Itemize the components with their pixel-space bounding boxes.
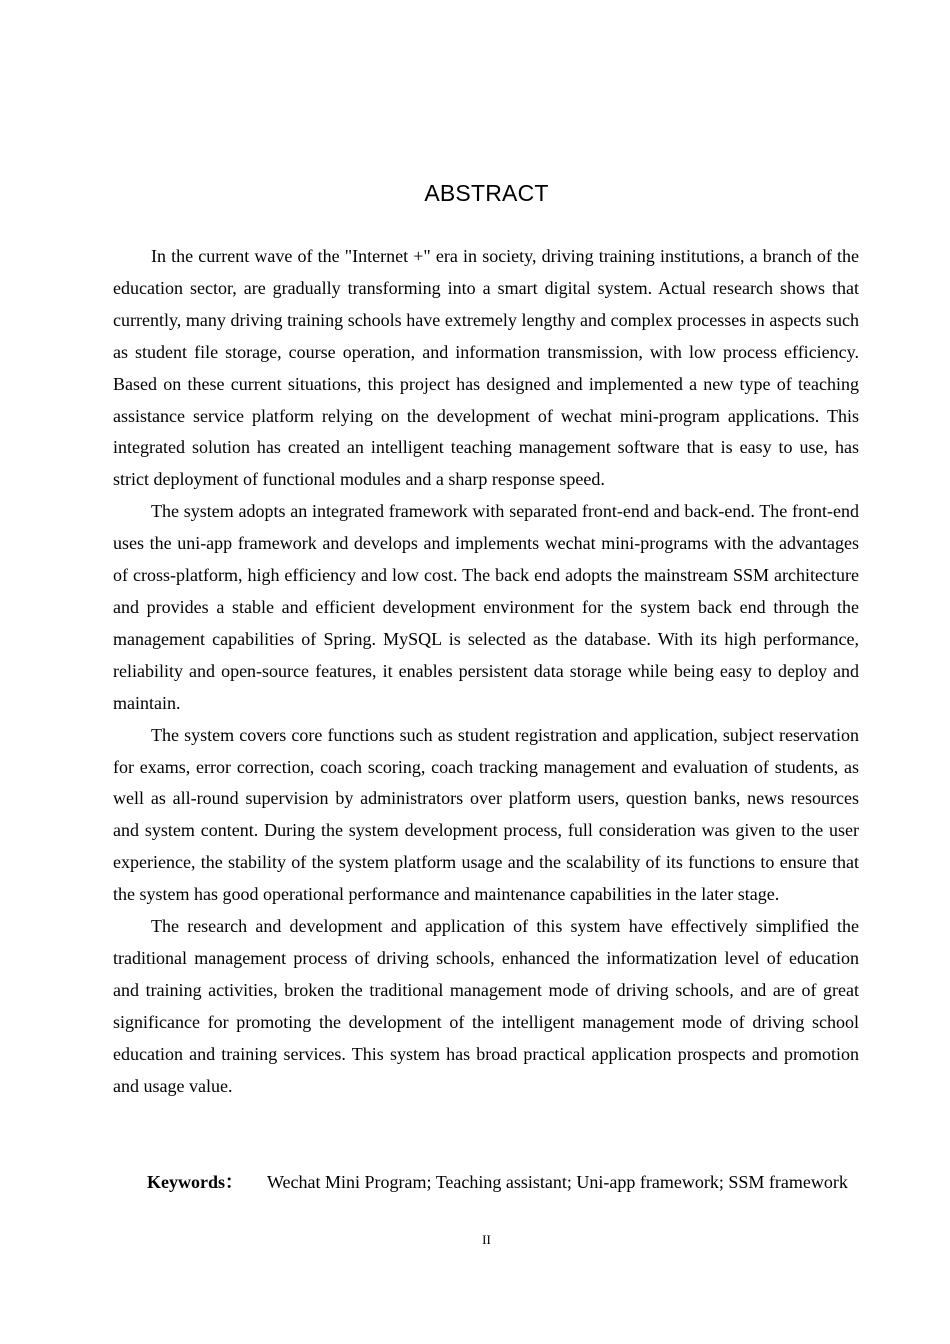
keywords-label: Keywords： <box>147 1172 243 1192</box>
abstract-paragraph: The system covers core functions such as student registration and application, subject reservation for exams, error correction, coach scoring, coach tracking management and evaluation of students, as well as all-round supervision by administrators over platform users, question banks, news resources and system content. During the system development process, full consideration was given to the user experience, the stability of the system platform usage and the scalability of its functions to ensure that the system has good operational performance and maintenance capabilities in the later stage. <box>113 724 859 905</box>
keywords-line <box>113 1167 859 1199</box>
keywords-text: Wechat Mini Program; Teaching assistant; Uni-app framework; SSM framework <box>267 1172 848 1192</box>
abstract-paragraph: The research and development and application of this system have effectively simplified the traditional management process of driving schools, enhanced the informatization level of education and training activities, broken the traditional management mode of driving schools, and are of great significance for promoting the development of the intelligent management mode of driving school education and training services. This system has broad practical application prospects and promotion and usage value. <box>113 916 859 1096</box>
abstract-title: ABSTRACT <box>424 180 549 206</box>
abstract-paragraph: In the current wave of the "Internet +" era in society, driving training institutions, a branch of the education sector, are gradually transforming into a smart digital system. Actual research shows that currently, many driving training schools have extremely lengthy and complex processes in aspects such as student file storage, course operation, and information transmission, with low process efficiency. Based on these current situations, this project has designed and implemented a new type of teaching assistance service platform relying on the development of wechat mini-program applications. This integrated solution has created an intelligent teaching management software that is easy to use, has strict deployment of functional modules and a sharp response speed. <box>113 246 859 490</box>
abstract-paragraph: The system adopts an integrated framework with separated front-end and back-end. The front-end uses the uni-app framework and develops and implements wechat mini-programs with the advantages of cross-platform, high efficiency and low cost. The back end adopts the mainstream SSM architecture and provides a stable and efficient development environment for the system back end through the management capabilities of Spring. MySQL is selected as the database. With its high performance, reliability and open-source features, it enables persistent data storage while being easy to deploy and maintain. <box>113 501 859 713</box>
page-number: II <box>482 1232 491 1247</box>
abstract-body <box>113 241 859 1102</box>
